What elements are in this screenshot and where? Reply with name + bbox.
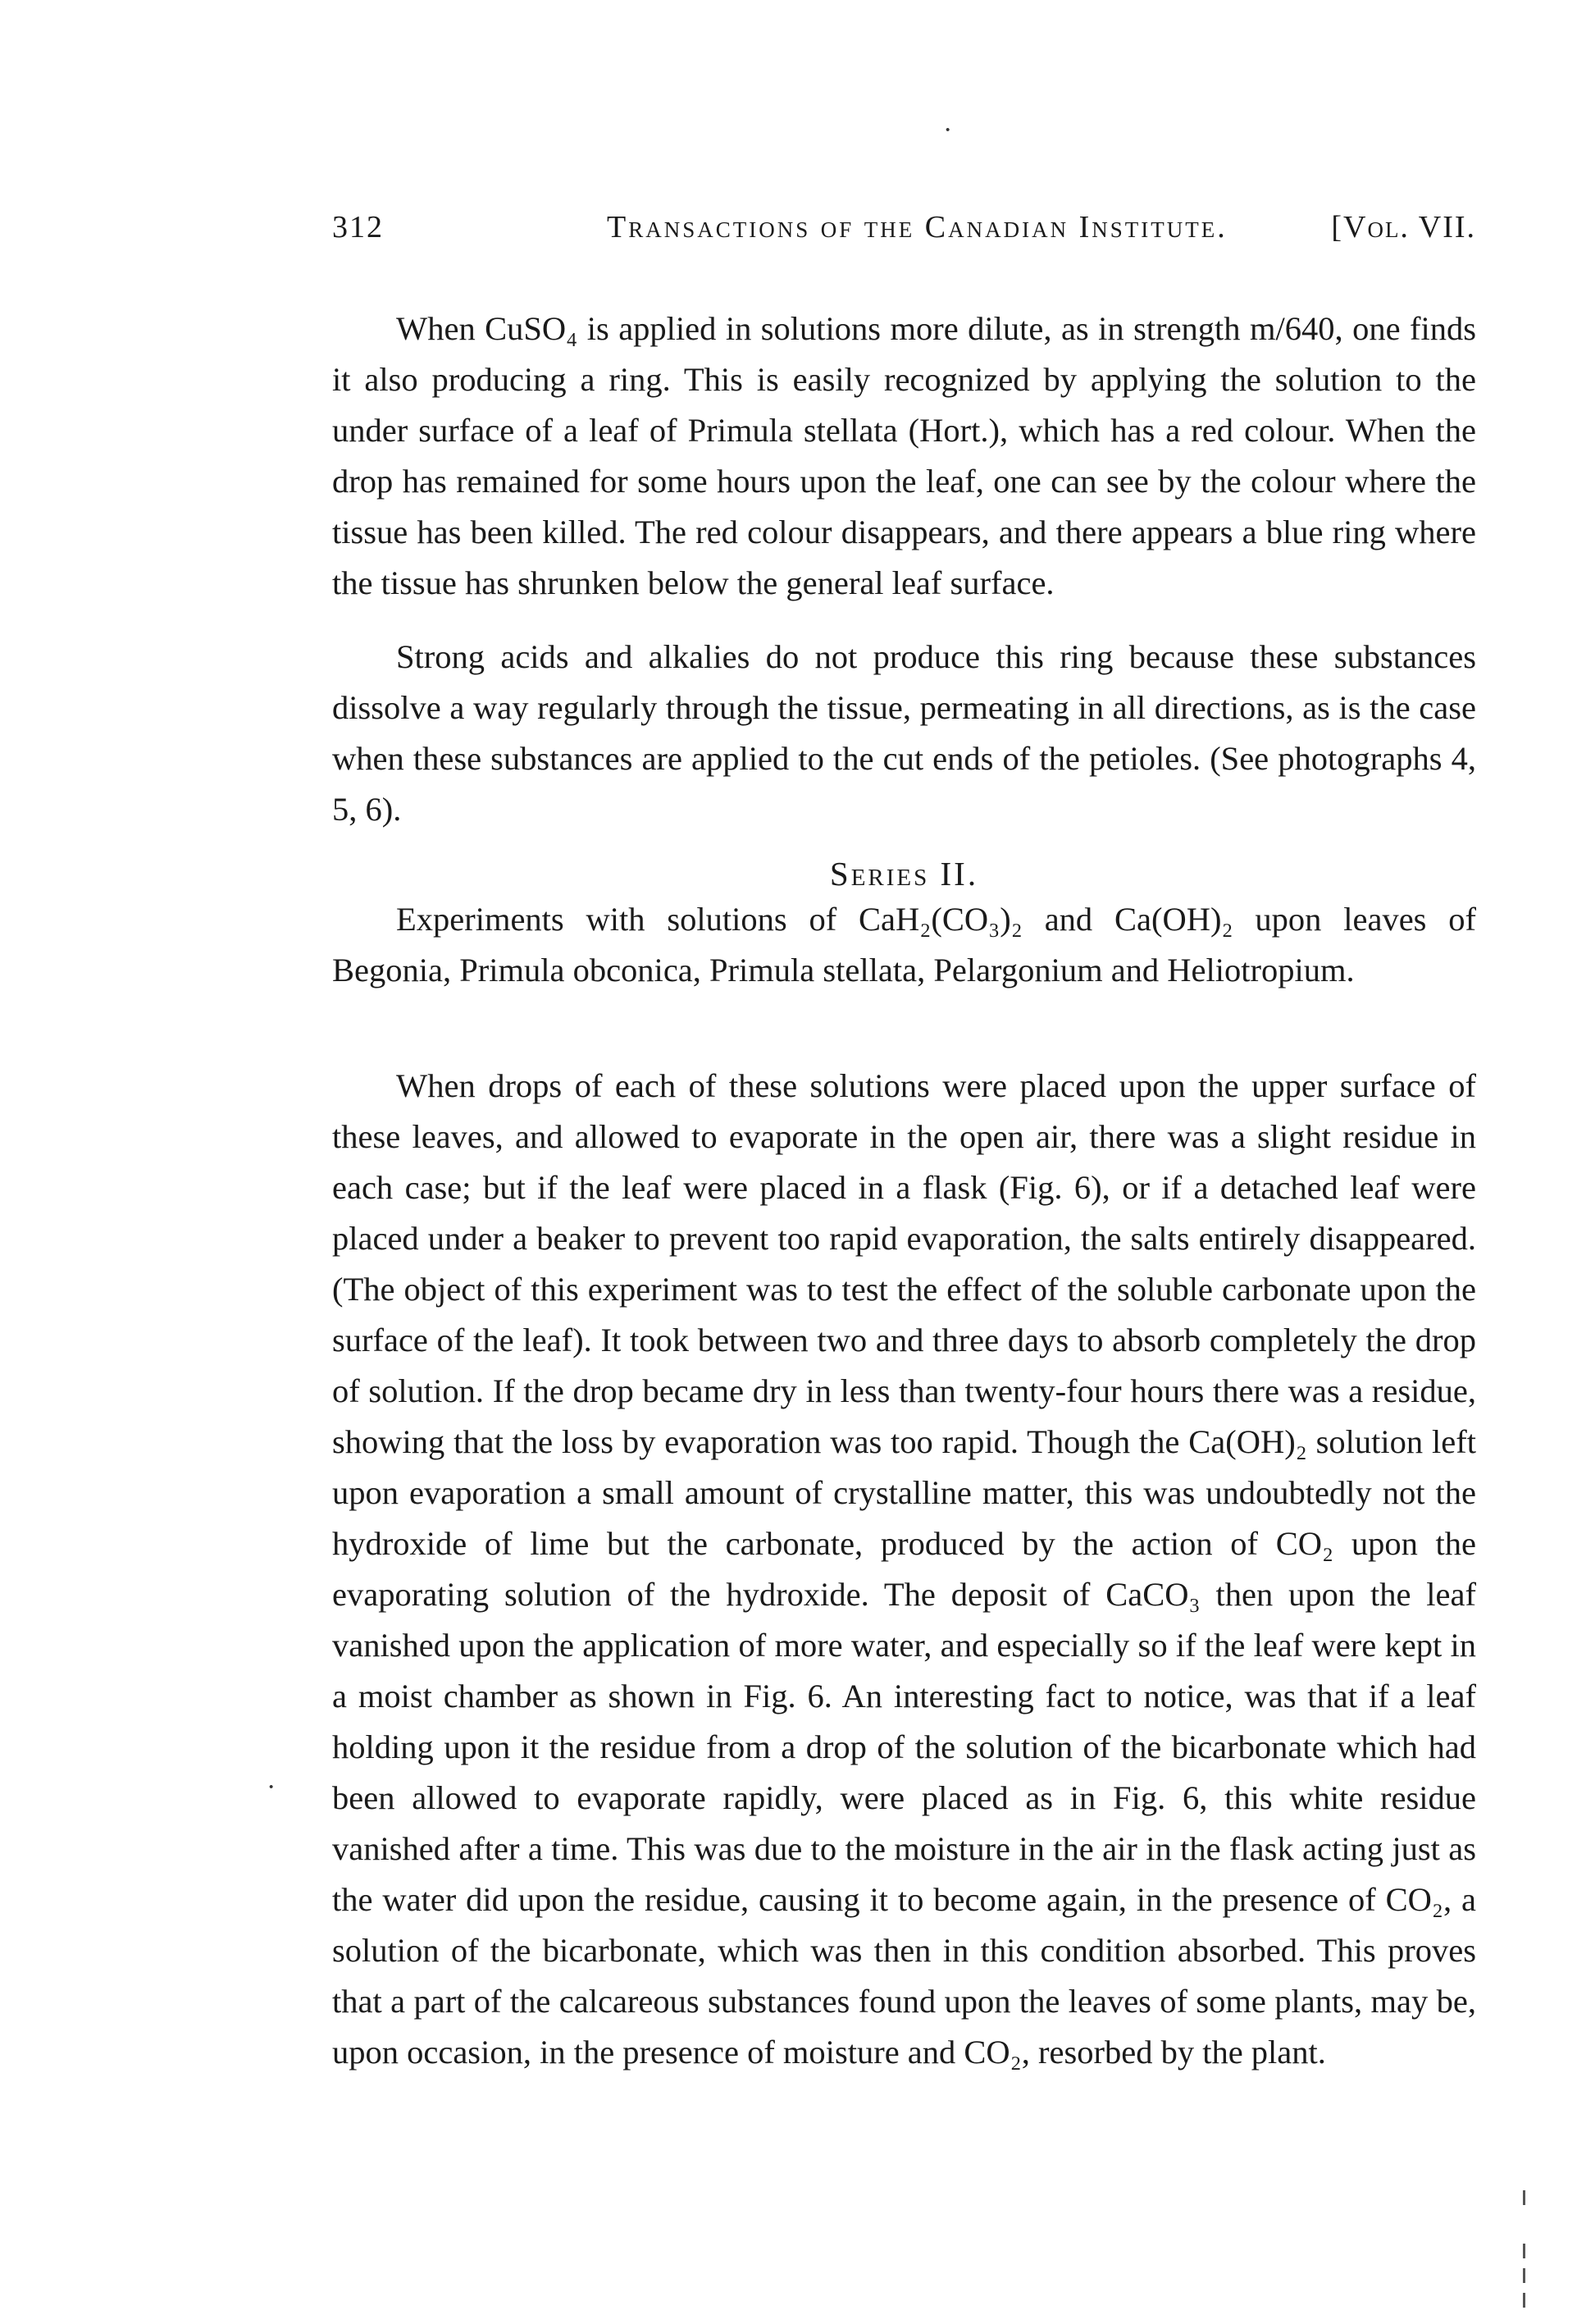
paragraph-drops-absorption: When drops of each of these solutions were placed upon the upper surface of these leaves, and allowed to evaporate in the open air, there was a slight residue in each case; but if the leaf were placed in a flask (Fig. 6), or if a detached leaf were placed under a beaker to prevent too rapid evaporation, the salts entirely disappeared. (The object of this experiment was to test the effect of the soluble carbonate upon the surface of the leaf). It took between two and three days to absorb completely the drop of solution. If the drop became dry in less than twenty-four hours there was a residue, showing that the loss by evaporation was too rapid. Though the Ca(OH)₂ solution left upon evaporation a small amount of crystalline matter, this was undoubtedly not the hydroxide of lime but the carbonate, produced by the action of CO₂ upon the evaporating solution of the hydroxide. The deposit of CaCO₃ then upon the leaf vanished upon the application of more water, and especially so if the leaf were kept in a moist chamber as shown in Fig. 6. An interesting fact to notice, was that if a leaf holding upon it the residue from a drop of the solution of the bicarbonate which had been allowed to evaporate rapidly, were placed as in Fig. 6, this white residue vanished after a time. This was due to the moisture in the air in the flask acting just as the water did upon the residue, causing it to become again, in the presence of CO₂, a solution of the bicarbonate, which was then in this condition absorbed. This proves that a part of the calcareous substances found upon the leaves of some plants, may be, upon occasion, in the presence of moisture and CO₂, resorbed by the plant.: [332, 1067, 1476, 2071]
page-number: 312: [332, 210, 384, 244]
edge-mark: [1523, 2268, 1525, 2283]
margin-mark: ·: [267, 1772, 276, 1802]
edge-mark: [1523, 2293, 1525, 2308]
series-heading: Series II.: [829, 855, 979, 893]
speck-mark: ·: [943, 115, 953, 145]
edge-mark: [1523, 2244, 1525, 2258]
running-header: [332, 209, 1476, 250]
paragraph-acids-alkalies: Strong acids and alkalies do not produce this ring because these substances dissolve a way regularly through the tissue, permeating in all directions, as is the case when these substances are applied to the cut ends of the petioles. (See photographs 4, 5, 6).: [332, 638, 1476, 828]
paragraph-experiments: Experiments with solutions of CaH₂(CO₃)₂ and Ca(OH)₂ upon leaves of Begonia, Primula obconica, Primula stellata, Pelargonium and Heliotropium.: [332, 901, 1476, 988]
volume-label: [Vol. VII.: [1331, 210, 1476, 244]
edge-mark: [1523, 2190, 1525, 2205]
journal-title: Transactions of the Canadian Institute.: [607, 210, 1228, 244]
paragraph-cuso4-ring: When CuSO₄ is applied in solutions more dilute, as in strength m/640, one finds it also producing a ring. This is easily recognized by applying the solution to the under surface of a leaf of Primula stellata (Hort.), which has a red colour. When the drop has remained for some hours upon the leaf, one can see by the colour where the tissue has been killed. The red colour disappears, and there appears a blue ring where the tissue has shrunken below the general leaf surface.: [332, 310, 1476, 601]
